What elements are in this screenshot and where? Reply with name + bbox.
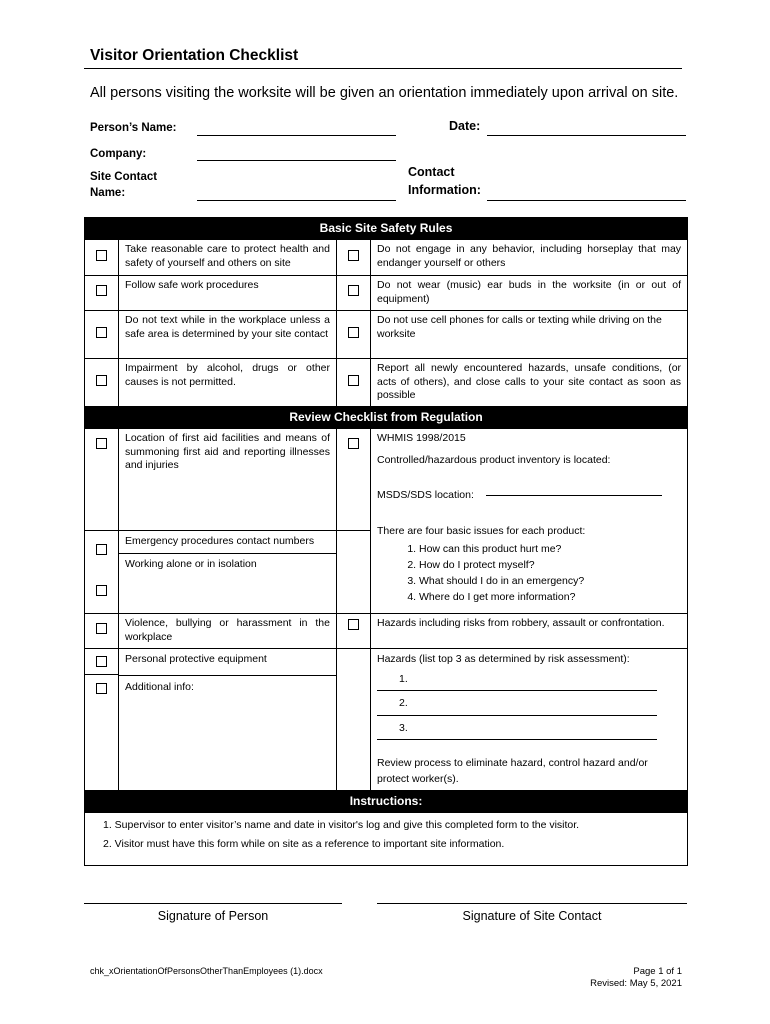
- checkbox[interactable]: [348, 375, 359, 386]
- rule-text: Impairment by alcohol, drugs or other causes is not permitted.: [119, 359, 337, 407]
- contact-info-label-2: Information:: [408, 183, 481, 197]
- list-item: 3. What should I do in an emergency?: [419, 573, 681, 589]
- section-header-basic: Basic Site Safety Rules: [85, 218, 688, 240]
- issues-intro: There are four basic issues for each product:: [377, 524, 586, 537]
- msds-field[interactable]: [486, 495, 662, 496]
- list-item: 4. Where do I get more information?: [419, 589, 681, 605]
- checkbox[interactable]: [96, 438, 107, 449]
- checkbox[interactable]: [348, 285, 359, 296]
- company-label: Company:: [90, 148, 147, 160]
- page-number: Page 1 of 1: [633, 966, 682, 977]
- working-alone-text: Working alone or in isolation: [125, 557, 257, 570]
- hazard-field[interactable]: [377, 739, 657, 740]
- checkbox[interactable]: [96, 683, 107, 694]
- rule-text: Do not engage in any behavior, including horseplay that may endanger yourself or others: [371, 240, 688, 276]
- review-process-text: Review process to eliminate hazard, control hazard and/or protect worker(s).: [377, 757, 648, 786]
- checkbox[interactable]: [96, 544, 107, 555]
- contact-info-label-1: Contact: [408, 165, 455, 179]
- rule-text: Report all newly encountered hazards, unsafe conditions, (or acts of others), and close calls to your site contact as soon as possible: [371, 359, 688, 407]
- intro-text: All persons visiting the worksite will be given an orientation immediately upon arrival on site.: [90, 85, 679, 101]
- checkbox[interactable]: [96, 285, 107, 296]
- issues-list: [399, 541, 681, 605]
- site-contact-label-1: Site Contact: [90, 171, 158, 183]
- inventory-text: Controlled/hazardous product inventory is located:: [377, 453, 611, 466]
- checklist-table: [84, 217, 688, 866]
- hazard-number: 2.: [399, 697, 408, 710]
- checkbox[interactable]: [96, 375, 107, 386]
- footer-filename: chk_xOrientationOfPersonsOtherThanEmployees (1).docx: [90, 966, 323, 976]
- rule-text: Take reasonable care to protect health and safety of yourself and others on site: [119, 240, 337, 276]
- list-item: 2. How do I protect myself?: [419, 557, 681, 573]
- hazards-list-cell: [371, 649, 688, 791]
- title-divider: [84, 68, 682, 69]
- rule-text: Follow safe work procedures: [119, 276, 337, 311]
- hazard-number: 1.: [399, 672, 408, 685]
- checkbox[interactable]: [96, 585, 107, 596]
- date-field[interactable]: [487, 135, 686, 136]
- checkbox[interactable]: [348, 619, 359, 630]
- table-row: [85, 649, 688, 791]
- signature-person-label: Signature of Person: [157, 909, 269, 923]
- list-item: 1. How can this product hurt me?: [419, 541, 681, 557]
- page-title: Visitor Orientation Checklist: [90, 47, 299, 64]
- checkbox[interactable]: [96, 250, 107, 261]
- rule-text: Do not wear (music) ear buds in the worksite (in or out of equipment): [371, 276, 688, 311]
- contact-info-field[interactable]: [487, 200, 686, 201]
- table-row: [85, 813, 688, 865]
- table-row: [85, 614, 688, 649]
- section-header-instructions: Instructions:: [85, 791, 688, 813]
- revised-date: Revised: May 5, 2021: [590, 977, 682, 989]
- persons-name-label: Person’s Name:: [90, 122, 177, 134]
- site-contact-label-2: Name:: [90, 187, 126, 199]
- msds-label: MSDS/SDS location:: [377, 489, 474, 502]
- table-row: [85, 311, 688, 359]
- rule-text: Do not use cell phones for calls or texting while driving on the worksite: [371, 311, 688, 359]
- checkbox[interactable]: [348, 327, 359, 338]
- signature-site-contact-line[interactable]: [377, 903, 687, 904]
- checkbox[interactable]: [96, 656, 107, 667]
- checkbox[interactable]: [96, 623, 107, 634]
- persons-name-field[interactable]: [197, 135, 396, 136]
- table-row: [85, 276, 688, 311]
- list-item: 2. Visitor must have this form while on site as a reference to important site information.: [103, 837, 505, 850]
- ppe-text: Personal protective equipment: [119, 653, 336, 676]
- hazard-field[interactable]: [377, 690, 657, 691]
- whmis-title: WHMIS 1998/2015: [377, 432, 466, 444]
- emergency-text: Emergency procedures contact numbers: [119, 535, 336, 554]
- company-field[interactable]: [197, 160, 396, 161]
- additional-info-label: Additional info:: [125, 680, 194, 693]
- checkbox[interactable]: [96, 327, 107, 338]
- table-row: [85, 429, 688, 531]
- hazard-number: 3.: [399, 721, 408, 734]
- whmis-cell: [371, 429, 688, 614]
- footer-page-info: [560, 966, 682, 989]
- rule-text: Do not text while in the workplace unless a safe area is determined by your site contact: [119, 311, 337, 359]
- date-label: Date:: [449, 119, 481, 133]
- first-aid-text: Location of first aid facilities and means of summoning first aid and reporting illnesses and injuries: [119, 429, 337, 531]
- table-row: [85, 359, 688, 407]
- checkbox[interactable]: [348, 250, 359, 261]
- signature-person-line[interactable]: [84, 903, 342, 904]
- checkbox[interactable]: [348, 438, 359, 449]
- signature-site-contact-label: Signature of Site Contact: [462, 909, 602, 923]
- hazards-top3-text: Hazards (list top 3 as determined by risk assessment):: [377, 653, 630, 665]
- hazard-field[interactable]: [377, 715, 657, 716]
- hazards-robbery-text: Hazards including risks from robbery, assault or confrontation.: [371, 614, 688, 649]
- section-header-review: Review Checklist from Regulation: [85, 407, 688, 429]
- list-item: 1. Supervisor to enter visitor’s name and date in visitor's log and give this completed form to the visitor.: [103, 819, 580, 832]
- table-row: [85, 240, 688, 276]
- site-contact-field[interactable]: [197, 200, 396, 201]
- violence-text: Violence, bullying or harassment in the workplace: [119, 614, 337, 649]
- instructions-cell: [85, 813, 688, 865]
